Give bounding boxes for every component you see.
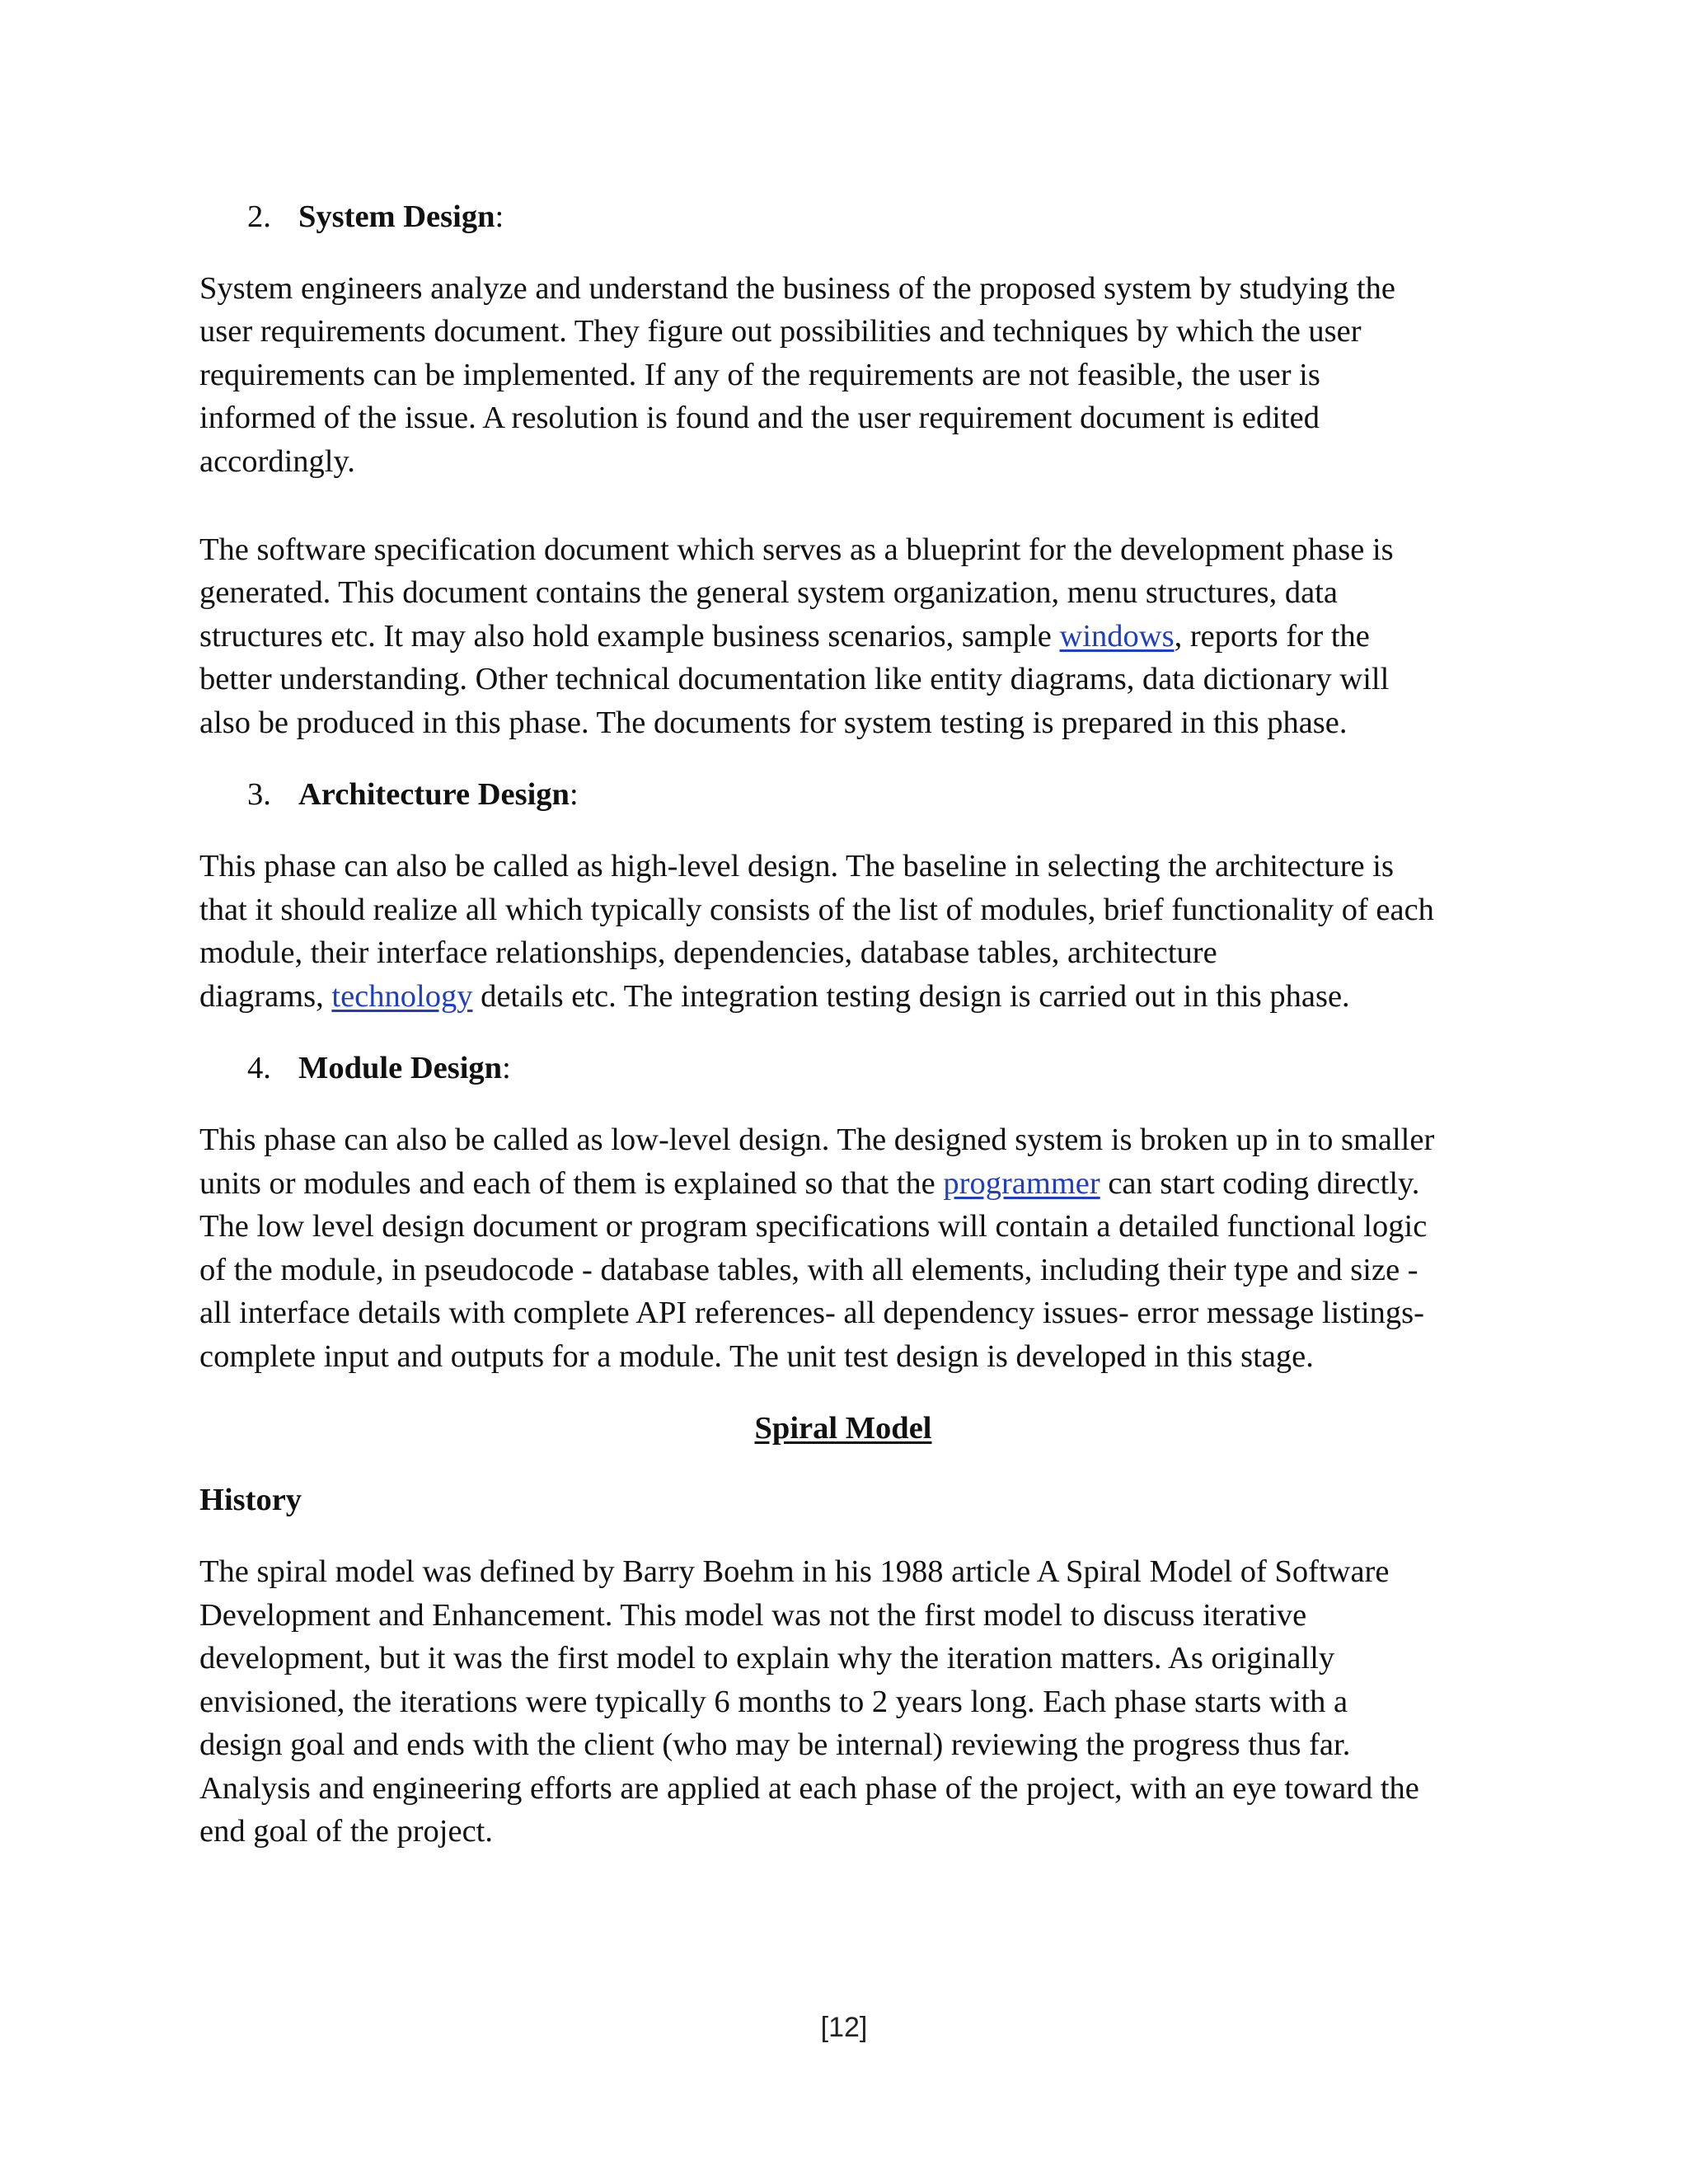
paragraph-line: that it should realize all which typically consists of the list of modules, brief functionality of each — [199, 893, 1434, 927]
paragraph-line: design goal and ends with the client (who may be internal) reviewing the progress thus far. — [199, 1727, 1351, 1762]
paragraph-line: This phase can also be called as low-level design. The designed system is broken up in to smaller — [199, 1122, 1435, 1157]
paragraph-line: Development and Enhancement. This model was not the first model to discuss iterative — [199, 1598, 1307, 1633]
spiral-model-title: Spiral Model — [754, 1411, 932, 1446]
paragraph-line: generated. This document contains the general system organization, menu structures, data — [199, 575, 1338, 610]
paragraph-line: envisioned, the iterations were typically 6 months to 2 years long. Each phase starts with a — [199, 1685, 1348, 1719]
section-title: Architecture Design — [298, 777, 570, 812]
heading-colon: : — [495, 199, 504, 234]
section-heading-system-design — [199, 198, 504, 236]
history-heading: History — [199, 1483, 302, 1517]
section-heading-module-design — [199, 1049, 511, 1087]
section-title: Module Design — [298, 1051, 503, 1085]
paragraph-line: better understanding. Other technical documentation like entity diagrams, data dictionary will — [199, 662, 1390, 696]
paragraph-line: This phase can also be called as high-level design. The baseline in selecting the architecture is — [199, 849, 1394, 883]
paragraph-line: System engineers analyze and understand the business of the proposed system by studying the — [199, 271, 1395, 306]
paragraph-line: Analysis and engineering efforts are applied at each phase of the project, with an eye toward the — [199, 1771, 1419, 1806]
paragraph-line — [199, 1165, 1419, 1202]
paragraph-line: requirements can be implemented. If any of the requirements are not feasible, the user is — [199, 358, 1320, 392]
text-span: diagrams, — [199, 979, 332, 1014]
text-span: units or modules and each of them is explained so that the — [199, 1166, 944, 1201]
technology-link[interactable]: technology — [331, 979, 473, 1014]
paragraph-line: The low level design document or program specifications will contain a detailed functional logic — [199, 1209, 1428, 1244]
paragraph-line: of the module, in pseudocode - database tables, with all elements, including their type and size - — [199, 1253, 1418, 1287]
text-span: , reports for the — [1174, 619, 1370, 654]
heading-colon: : — [569, 777, 579, 812]
paragraph-line: accordingly. — [199, 444, 355, 479]
paragraph-line: The software specification document which serves as a blueprint for the development phase is — [199, 532, 1394, 567]
paragraph-line: user requirements document. They figure out possibilities and techniques by which the user — [199, 314, 1362, 349]
section-number: 2. — [247, 199, 271, 234]
text-span: can start coding directly. — [1100, 1166, 1420, 1201]
paragraph-line: complete input and outputs for a module. The unit test design is developed in this stage. — [199, 1339, 1314, 1374]
paragraph-line — [199, 617, 1370, 655]
paragraph-line: development, but it was the first model to explain why the iteration matters. As originally — [199, 1641, 1335, 1675]
page-number: [12] — [820, 2012, 868, 2043]
section-title: System Design — [298, 199, 495, 234]
text-span: details etc. The integration testing design is carried out in this phase. — [472, 979, 1350, 1014]
paragraph-line: module, their interface relationships, dependencies, database tables, architecture — [199, 935, 1217, 970]
paragraph-line: end goal of the project. — [199, 1814, 493, 1849]
section-heading-architecture-design — [199, 776, 579, 813]
programmer-link[interactable]: programmer — [943, 1166, 1100, 1201]
paragraph-line: also be produced in this phase. The documents for system testing is prepared in this phase. — [199, 705, 1348, 740]
section-number: 4. — [247, 1051, 271, 1085]
section-number: 3. — [247, 777, 271, 812]
paragraph-line: all interface details with complete API references- all dependency issues- error message listings- — [199, 1296, 1424, 1330]
heading-colon: : — [502, 1051, 511, 1085]
paragraph-line: informed of the issue. A resolution is found and the user requirement document is edited — [199, 401, 1320, 435]
paragraph-line — [199, 977, 1350, 1015]
paragraph-line: The spiral model was defined by Barry Boehm in his 1988 article A Spiral Model of Software — [199, 1554, 1390, 1589]
windows-link[interactable]: windows — [1059, 619, 1175, 654]
text-span: structures etc. It may also hold example business scenarios, sample — [199, 619, 1060, 654]
